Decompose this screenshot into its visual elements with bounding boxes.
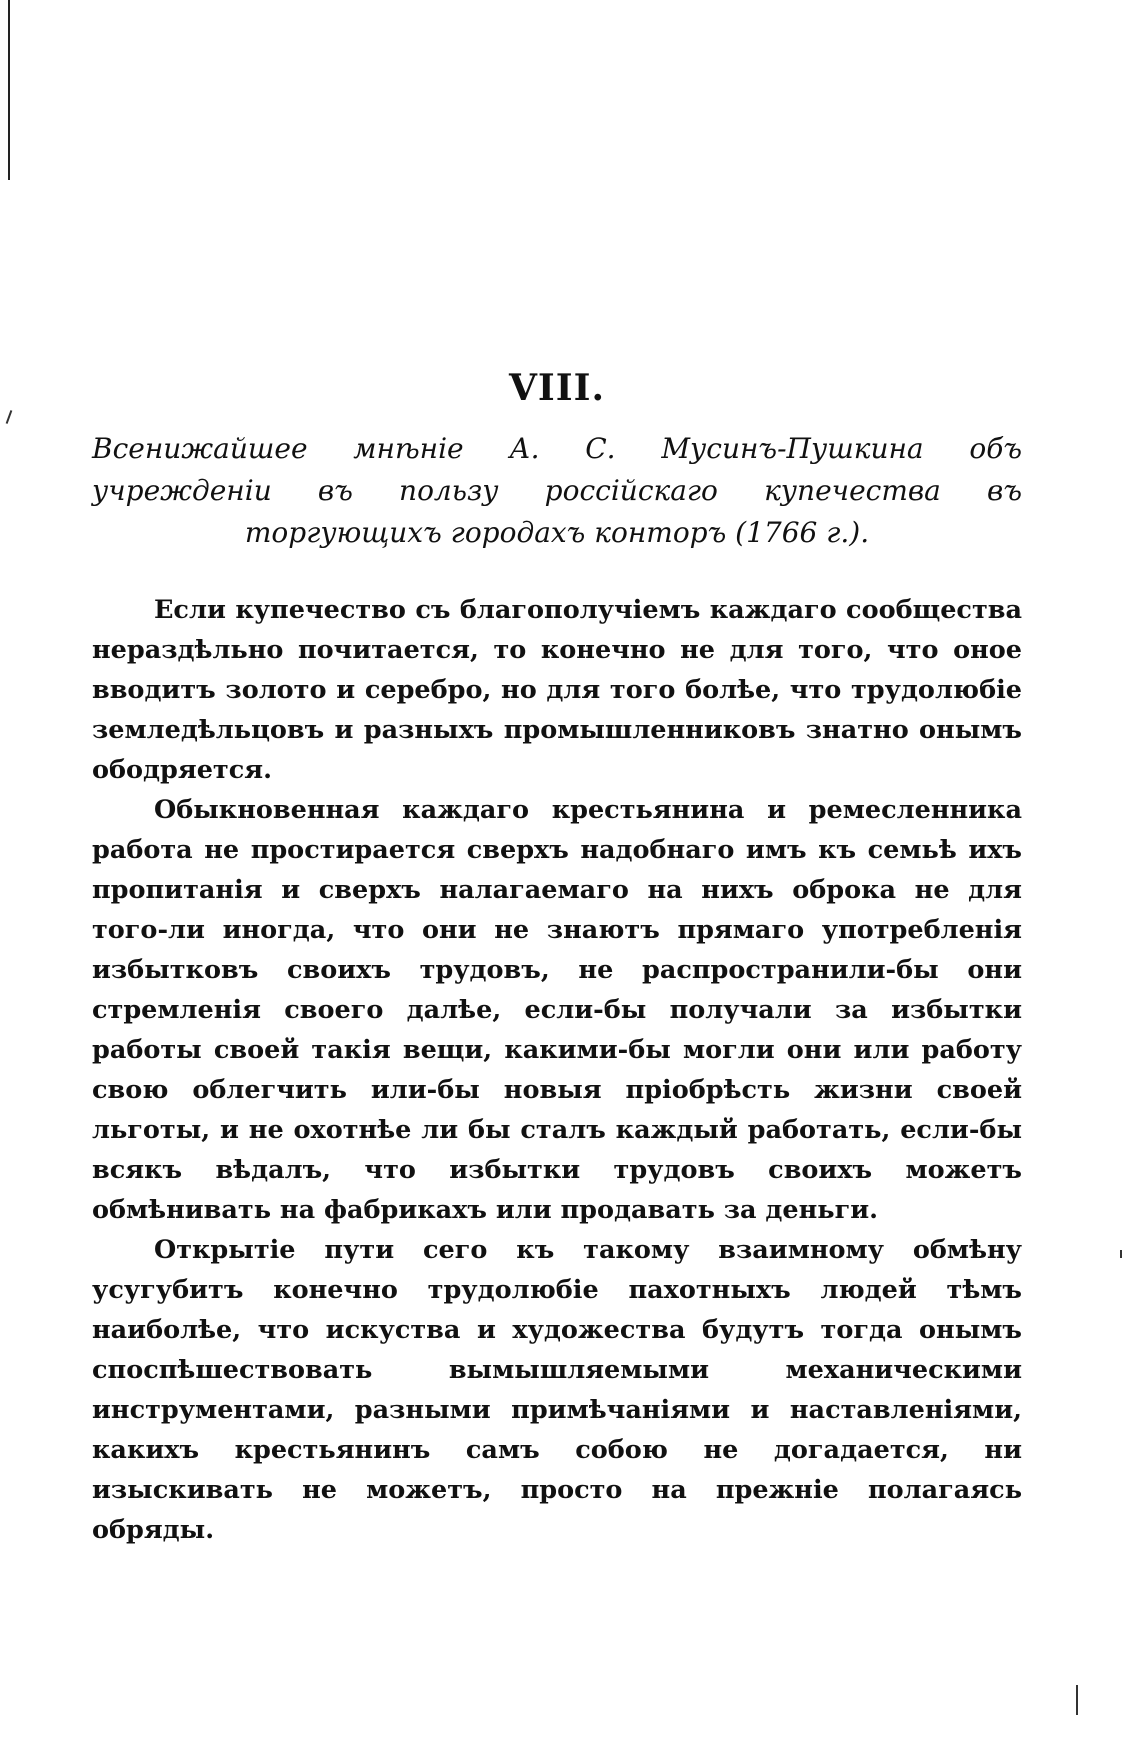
document-page bbox=[92, 367, 1022, 1550]
paragraph-2: Обыкновенная каждаго крестьянина и ремесленника работа не простирается сверхъ надобнаго имъ къ семьѣ ихъ пропитанія и сверхъ налагаемаго на нихъ оброка не для того-ли иногда, что они не знаютъ прямаго употребленія избытковъ своихъ трудовъ, не распространили-бы они стремленія своего далѣе, если-бы получали за избытки работы своей такія вещи, какими-бы могли они или работу свою облегчить или-бы новыя пріобрѣсть жизни своей льготы, и не охотнѣе ли бы сталъ каждый работать, если-бы всякъ вѣдалъ, что избытки трудовъ своихъ можетъ обмѣнивать на фабрикахъ или продавать за деньги. bbox=[92, 795, 1022, 1225]
page-edge-line bbox=[8, 0, 10, 180]
scan-mark bbox=[6, 410, 13, 424]
paragraph-3: Открытіе пути сего къ такому взаимному обмѣну усугубитъ конечно трудолюбіе пахотныхъ людей тѣмъ наиболѣе, что искуства и художества будутъ тогда онымъ споспѣшествовать вымышляемыми механическими инструментами, разными примѣчаніями и наставленіями, какихъ крестьянинъ самъ собою не догадается, ни изыскивать не можетъ, просто на прежніе полагаясь обряды. bbox=[92, 1235, 1022, 1545]
paragraph-1: Если купечество съ благополучіемъ каждаго сообщества нераздѣльно почитается, то конечно не для того, что оное вводитъ золото и серебро, но для того болѣе, что трудолюбіе земледѣльцовъ и разныхъ промышленниковъ знатно онымъ ободряется. bbox=[92, 595, 1022, 785]
section-numeral: VIII. bbox=[509, 367, 605, 409]
scan-mark bbox=[1120, 1250, 1122, 1258]
document-heading: Всенижайшее мнѣніе А. С. Мусинъ-Пушкина объ учрежденіи въ пользу россійскаго купечества въ торгующихъ городахъ конторъ (1766 г.). bbox=[92, 432, 1022, 549]
scan-mark bbox=[1076, 1685, 1078, 1715]
